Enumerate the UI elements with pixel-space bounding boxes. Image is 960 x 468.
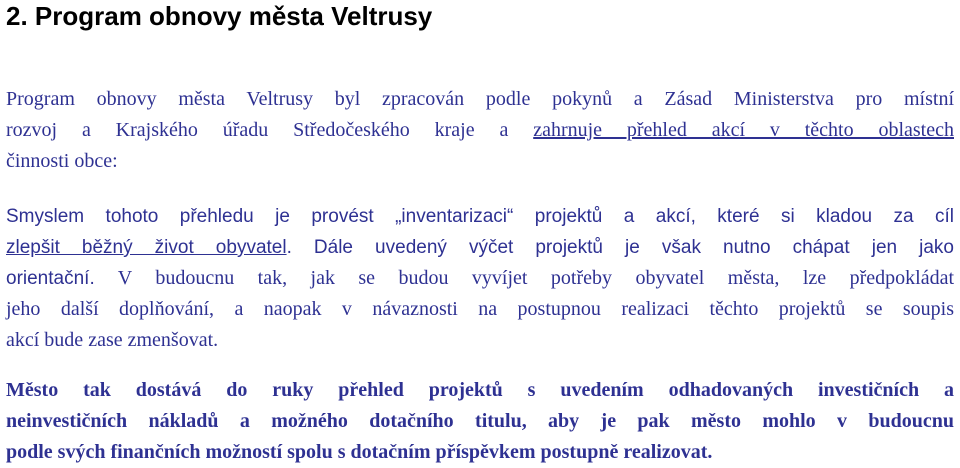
paragraph-line-start: rozvoj a Krajského úřadu Středočeského kraje a — [6, 119, 534, 141]
paragraph-summary-bold — [6, 375, 954, 468]
paragraph-purpose — [6, 201, 954, 356]
paragraph-line: jeho další doplňování, a naopak v návaznosti na postupnou realizaci těchto projektů se soupis — [6, 298, 954, 320]
paragraph-line: podle svých finančních možností spolu s dotačním příspěvkem postupně realizovat. — [6, 441, 713, 463]
paragraph-line: akcí bude zase zmenšovat. — [6, 329, 219, 351]
underlined-phrase: zahrnuje přehled akcí v těchto oblastech — [533, 119, 954, 141]
paragraph-line-rest: V budoucnu tak, jak se budou vyvíjet potřeby obyvatel města, lze předpokládat — [94, 267, 954, 289]
paragraph-line: Město tak dostává do ruky přehled projektů s uvedením odhadovaných investičních a — [6, 379, 954, 401]
paragraph-line-rest: . Dále uvedený výčet projektů je však nutno chápat jen jako — [286, 237, 954, 258]
paragraph-line: činnosti obce: — [6, 150, 118, 172]
paragraph-line — [6, 232, 954, 263]
underlined-phrase: zlepšit běžný život obyvatel — [6, 237, 287, 258]
paragraph-program-description — [6, 84, 954, 177]
paragraph-line: Program obnovy města Veltrusy byl zpracován podle pokynů a Zásad Ministerstva pro místní — [6, 88, 954, 110]
paragraph-line: Smyslem tohoto přehledu je provést „inventarizaci“ projektů a akcí, které si kladou za cíl — [6, 206, 954, 227]
page-heading: 2. Program obnovy města Veltrusy — [6, 1, 433, 31]
paragraph-line — [6, 263, 954, 294]
paragraph-line: neinvestičních nákladů a možného dotačního titulu, aby je pak město mohlo v budoucnu — [6, 410, 954, 432]
paragraph-line — [6, 115, 954, 146]
paragraph-line-start: orientační. — [6, 268, 95, 289]
